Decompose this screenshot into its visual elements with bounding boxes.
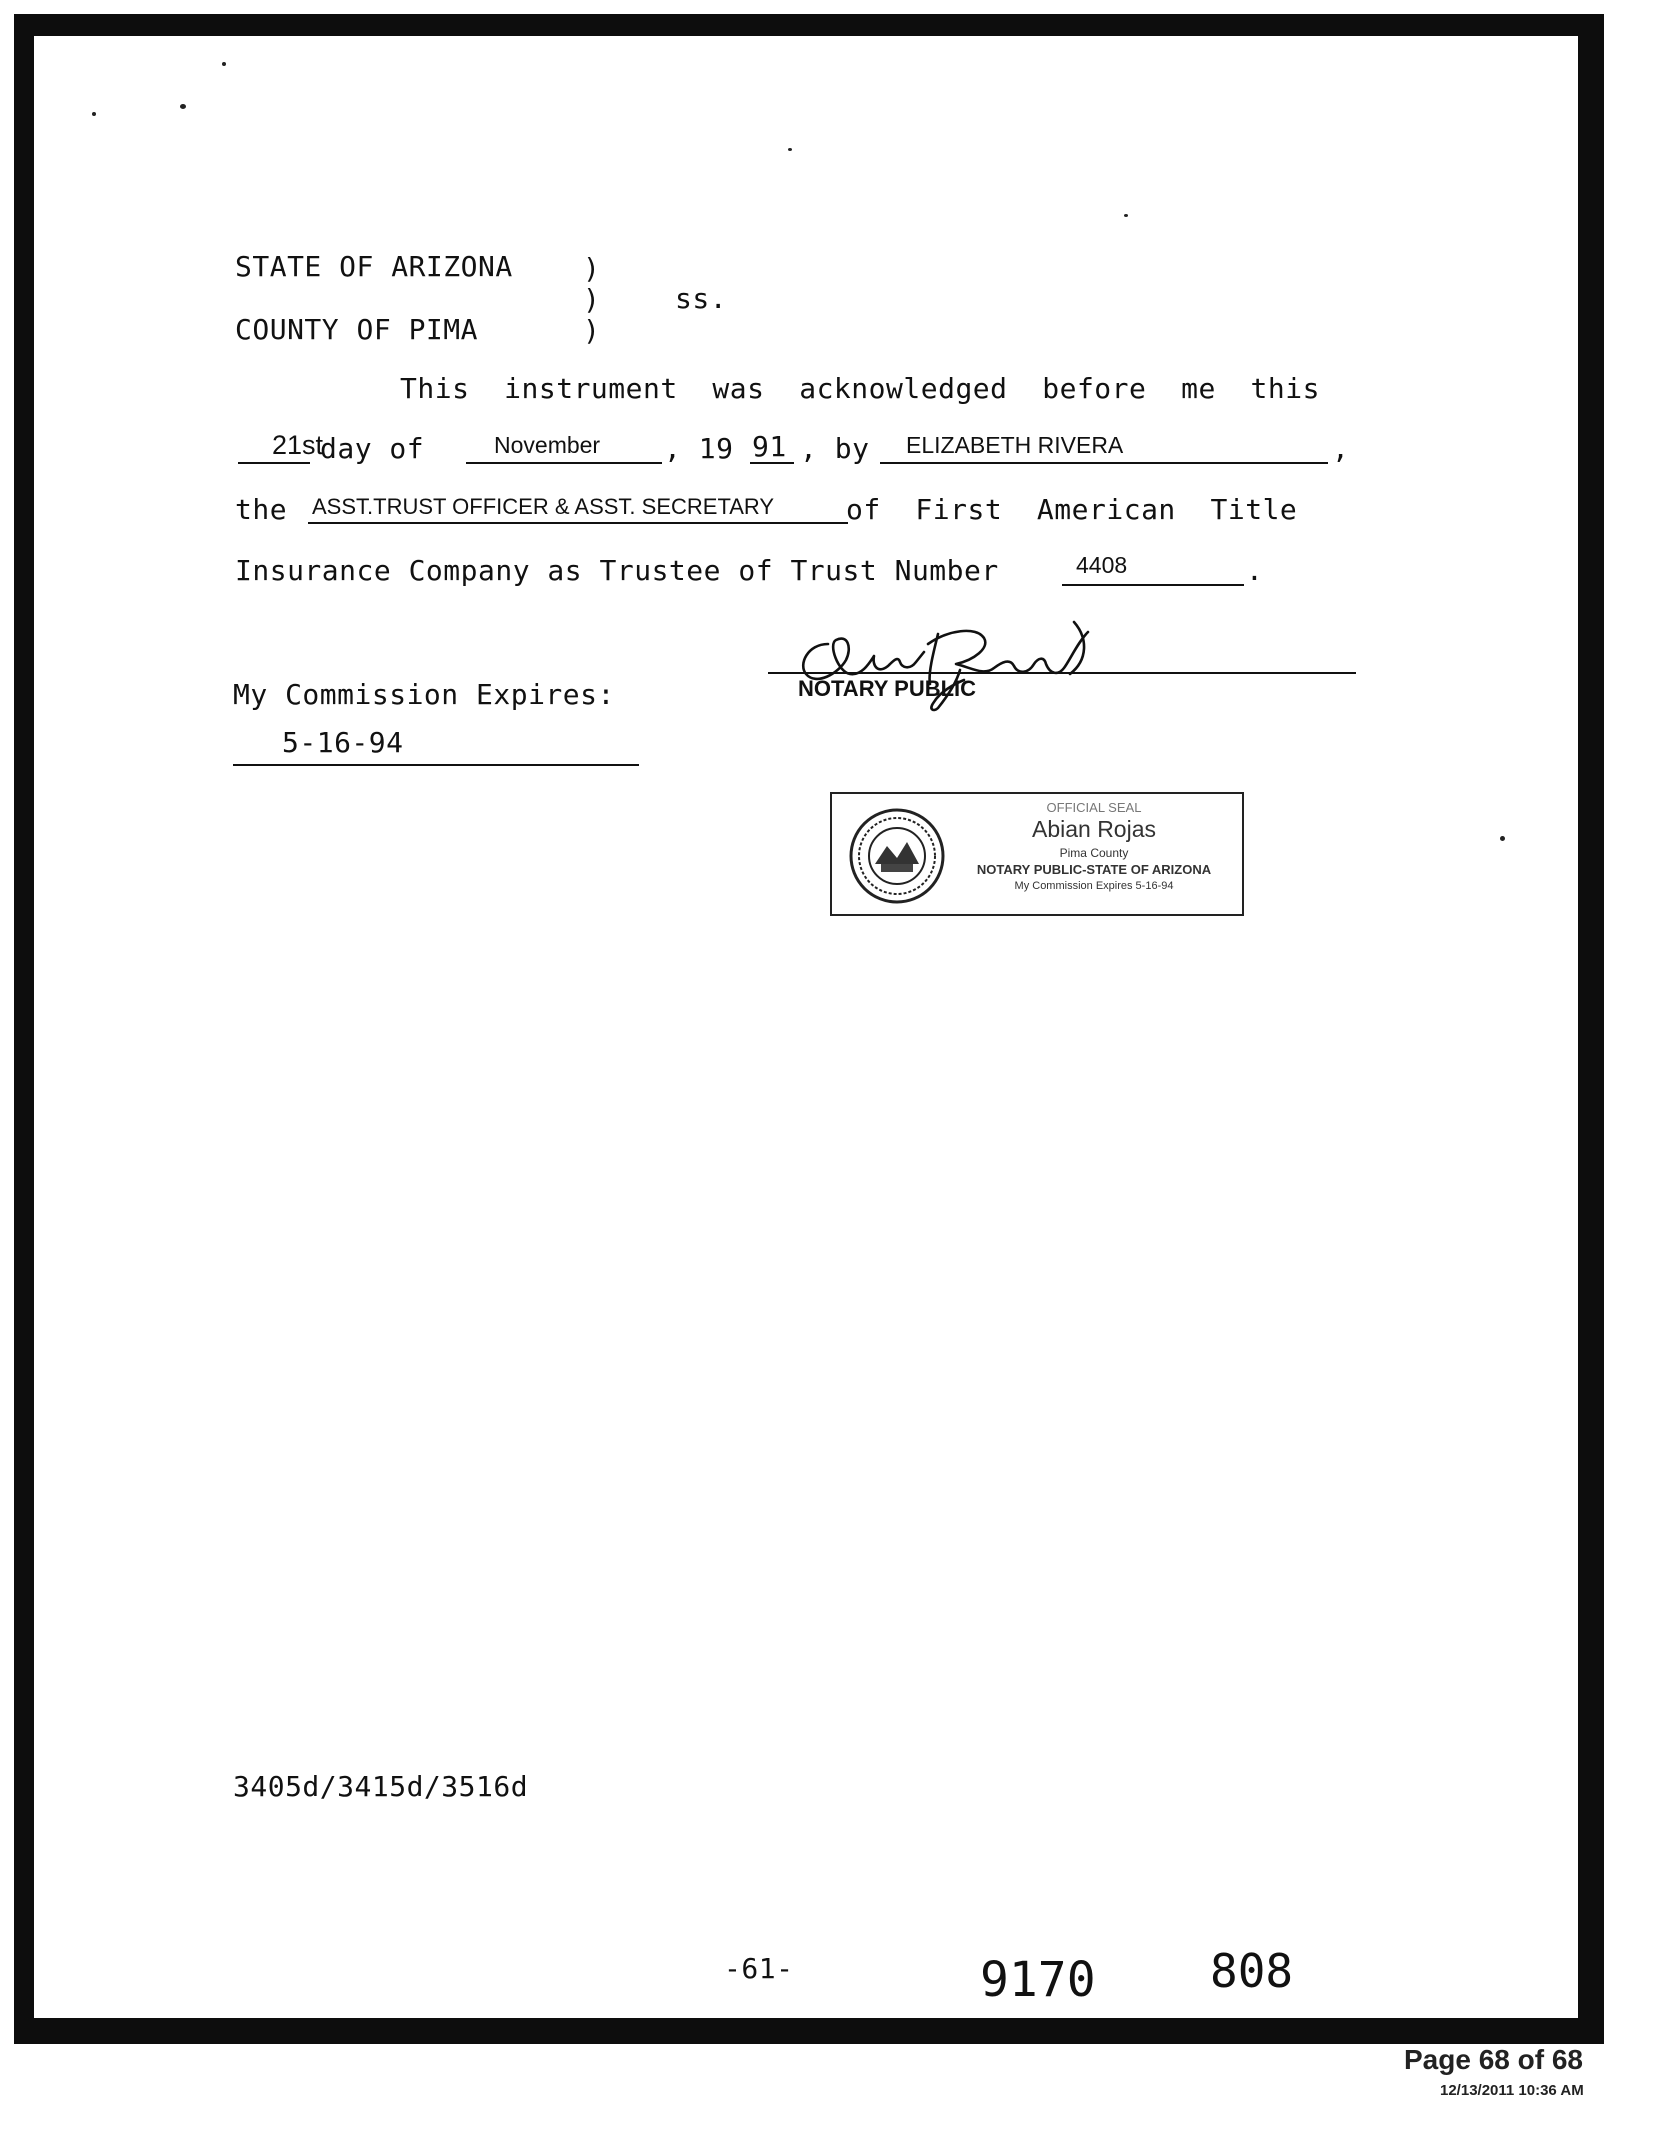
ss-mark: ss. bbox=[675, 282, 728, 315]
ack-year-suffix: 91 bbox=[752, 430, 787, 463]
stamp-name: Abian Rojas bbox=[1031, 816, 1157, 842]
ack-month: November bbox=[494, 432, 601, 458]
ack-the: the bbox=[235, 493, 288, 526]
commission-underline bbox=[233, 764, 639, 766]
stamp-expires: My Commission Expires 5-16-94 bbox=[1014, 880, 1174, 892]
ack-by: , by bbox=[800, 432, 870, 465]
ack-day: 21st bbox=[272, 430, 324, 460]
page-number: 808 bbox=[1210, 1944, 1294, 1998]
ack-trust-number: 4408 bbox=[1076, 552, 1128, 578]
commission-label: My Commission Expires: bbox=[233, 678, 615, 711]
state-line: STATE OF ARIZONA bbox=[235, 250, 513, 283]
print-timestamp: 12/13/2011 10:36 AM bbox=[1440, 2082, 1584, 2099]
title-underline bbox=[308, 522, 848, 524]
ack-day-suffix: day of bbox=[320, 432, 425, 465]
name-underline bbox=[880, 462, 1328, 464]
state-seal-icon bbox=[847, 806, 947, 906]
scan-speck bbox=[180, 104, 186, 109]
ack-name: ELIZABETH RIVERA bbox=[906, 432, 1124, 458]
ack-of-company: of First American Title bbox=[846, 493, 1298, 526]
scan-speck bbox=[222, 62, 226, 66]
page-of-indicator: Page 68 of 68 bbox=[1404, 2044, 1583, 2075]
period: . bbox=[1246, 554, 1264, 587]
page-marker: -61- bbox=[724, 1952, 794, 1985]
year-underline bbox=[750, 462, 794, 464]
paren: ) bbox=[583, 314, 601, 347]
paren: ) bbox=[583, 252, 601, 285]
document-reference: 3405d/3415d/3516d bbox=[233, 1770, 529, 1803]
day-underline bbox=[238, 462, 310, 464]
notary-label: NOTARY PUBLIC bbox=[798, 676, 977, 701]
scan-speck bbox=[92, 112, 96, 116]
ack-line-1: This instrument was acknowledged before me this bbox=[400, 372, 1320, 405]
signature-line bbox=[768, 672, 1356, 674]
paren: ) bbox=[583, 283, 601, 316]
stamp-title: NOTARY PUBLIC-STATE OF ARIZONA bbox=[976, 862, 1212, 877]
scan-speck bbox=[1500, 836, 1505, 841]
comma: , bbox=[1332, 432, 1350, 465]
month-underline bbox=[466, 462, 662, 464]
ack-year-prefix: , 19 bbox=[664, 432, 734, 465]
ack-title: ASST.TRUST OFFICER & ASST. SECRETARY bbox=[312, 494, 775, 519]
notary-stamp bbox=[830, 792, 1244, 916]
ack-line-4: Insurance Company as Trustee of Trust Number bbox=[235, 554, 999, 587]
stamp-county: Pima County bbox=[1059, 846, 1129, 860]
stamp-heading: OFFICIAL SEAL bbox=[1046, 800, 1142, 815]
docket-number: 9170 bbox=[980, 1952, 1096, 2008]
trust-number-underline bbox=[1062, 584, 1244, 586]
scan-speck bbox=[1124, 214, 1128, 217]
commission-date: 5-16-94 bbox=[282, 726, 404, 759]
county-line: COUNTY OF PIMA bbox=[235, 313, 479, 346]
scan-speck bbox=[788, 148, 792, 151]
